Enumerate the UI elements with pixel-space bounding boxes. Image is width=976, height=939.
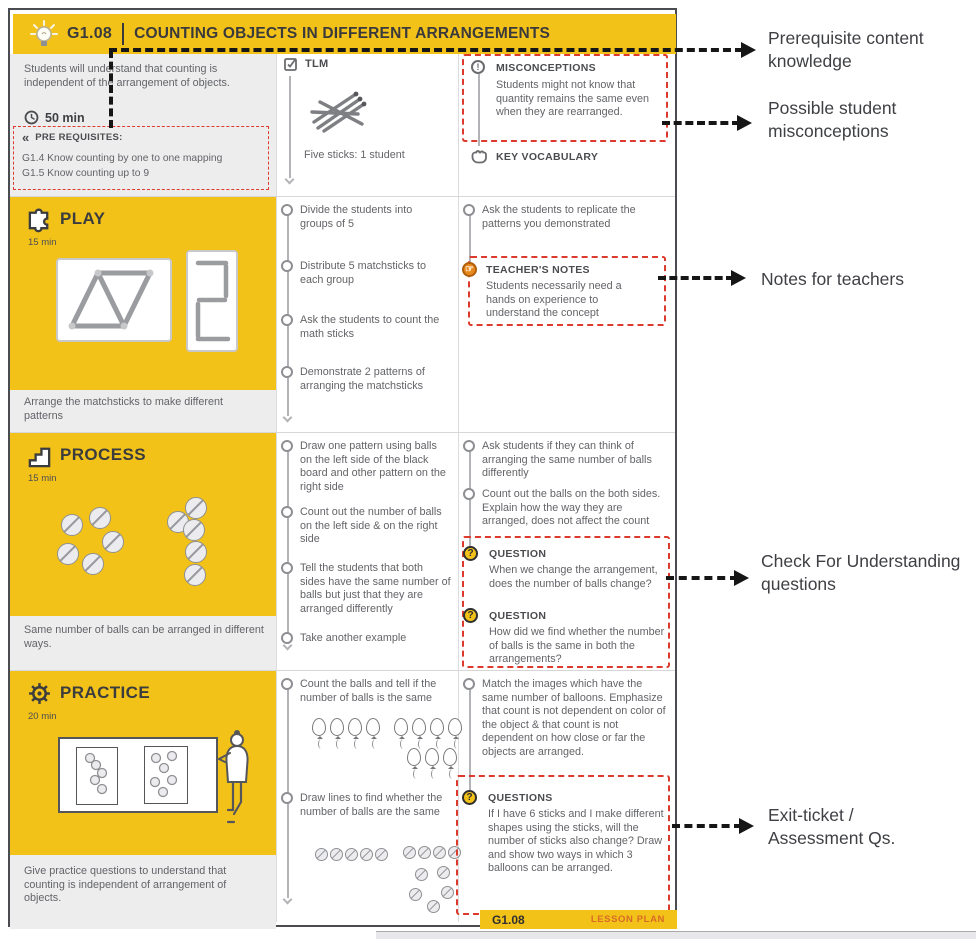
play-step: Demonstrate 2 patterns of arranging the matchsticks: [281, 366, 447, 393]
process-step: Count out the number of balls on the left side & on the right side: [281, 506, 451, 547]
practice-step: Count the balls and tell if the number of balls is the same: [281, 678, 453, 705]
question-icon: ?: [462, 790, 477, 805]
clock-icon: [24, 110, 39, 125]
key-vocabulary-label: KEY VOCABULARY: [496, 151, 599, 163]
annotation-prerequisite: Prerequisite content knowledge: [768, 28, 924, 71]
hand-icon: [469, 146, 487, 164]
ball-icon: [375, 848, 388, 861]
footer-code: G1.08: [492, 912, 525, 927]
step-circle-icon: [281, 792, 293, 804]
step-circle-icon: [281, 366, 293, 378]
process-step: Tell the students that both sides have the same number of balls but just that they are arranged differently: [281, 562, 451, 616]
play-duration: 15 min: [28, 237, 57, 248]
connector-dashed-line: [109, 50, 113, 128]
annotation-teacher-notes: Notes for teachers: [761, 269, 904, 289]
lightbulb-icon: [29, 20, 59, 50]
connector-dashed-line: [666, 576, 738, 580]
teachers-notes-text: Students necessarily need a hands on experience to understand the concept: [486, 280, 622, 319]
tlm-heading: [284, 57, 329, 71]
tlm-timeline: [289, 76, 291, 178]
step-circle-icon: [281, 506, 293, 518]
process-duration: 15 min: [28, 473, 57, 484]
ball-icon: [409, 888, 422, 901]
ball-icon: [437, 866, 450, 879]
process-step: Draw one pattern using balls on the left side of the black board and other pattern on the right side: [281, 440, 451, 494]
tlm-label: TLM: [305, 58, 329, 70]
info-icon: !: [471, 60, 485, 74]
annotation-exit-ticket: Exit-ticket / Assessment Qs.: [768, 805, 896, 848]
misconceptions-text: Students might not know that quantity remains the same even when they are rearranged.: [496, 79, 650, 118]
ball-icon: [418, 846, 431, 859]
practice-duration: 20 min: [28, 711, 57, 722]
balloon-icon: [430, 718, 444, 736]
process-step-right: Count out the balls on the both sides. Explain how the way they are arranged, does not affect the count: [463, 488, 668, 529]
ball-icon: [89, 507, 111, 529]
question-label: QUESTION: [489, 610, 547, 622]
pointing-hand-icon: ☞: [462, 262, 477, 277]
teachers-notes-label: TEACHER'S NOTES: [486, 264, 590, 276]
misconceptions-label: MISCONCEPTIONS: [496, 62, 596, 74]
puzzle-icon: [26, 206, 53, 233]
ball-icon: [185, 541, 207, 563]
ball-icon: [441, 886, 454, 899]
balloon-icon: [443, 748, 457, 766]
ball-icon: [184, 564, 206, 586]
ball-icon: [57, 543, 79, 565]
ball-icon: [427, 900, 440, 913]
connector-dashed-line: [662, 121, 740, 125]
practice-step: Draw lines to find whether the number of balls are the same: [281, 792, 453, 819]
step-circle-icon: [463, 488, 475, 500]
ball-icon: [102, 531, 124, 553]
lesson-plan-page: [8, 8, 677, 927]
page-title: COUNTING OBJECTS IN DIFFERENT ARRANGEMENTS: [134, 25, 551, 42]
learning-objective: Students will understand that counting is independent of the arrangement of objects.: [24, 63, 230, 89]
balloon-icon: [394, 718, 408, 736]
timeline-arrow-icon: [283, 895, 293, 905]
balloon-icon: [425, 748, 439, 766]
ball-scatter-card: [144, 746, 188, 804]
annotation-cfu: Check For Understanding questions: [761, 551, 961, 594]
process-step-right: Ask students if they can think of arranging the same number of balls differently: [463, 440, 668, 481]
prerequisite-item: G1.4 Know counting by one to one mapping: [22, 153, 223, 164]
duration-text: 50 min: [45, 110, 85, 125]
column-divider: [276, 54, 277, 922]
header-separator: [122, 23, 124, 45]
misconceptions-timeline: [478, 74, 480, 146]
balls-compare-image: [315, 842, 465, 914]
balloon-icon: [448, 718, 462, 736]
ball-icon: [61, 514, 83, 536]
duration-row: [24, 110, 85, 125]
step-circle-icon: [463, 204, 475, 216]
matchsticks-image: [306, 84, 370, 136]
ball-icon: [315, 848, 328, 861]
step-circle-icon: [463, 440, 475, 452]
practice-step-right: Match the images which have the same number of balloons. Emphasize that count is not dependent on color of the object & that count is not dependent on how close or far the objects are arranged.: [463, 678, 671, 759]
ball-icon: [183, 519, 205, 541]
lesson-code: G1.08: [67, 25, 113, 42]
balloon-icon: [330, 718, 344, 736]
next-page-edge: [376, 931, 976, 939]
arrowhead-icon: [731, 270, 746, 286]
timeline-arrow-icon: [283, 413, 293, 423]
prerequisite-item: G1.5 Know counting up to 9: [22, 168, 150, 179]
prerequisites-callout-box: [13, 126, 269, 190]
matchstick-digit-image: [186, 250, 238, 352]
steps-icon: [26, 442, 53, 469]
balloon-icon: [412, 718, 426, 736]
prerequisites-label: PRE REQUISITES:: [35, 132, 123, 143]
double-chevron-icon: «: [22, 129, 30, 145]
question-text: How did we find whether the number of balls is the same in both the arrangements?: [489, 626, 665, 665]
timeline-arrow-icon: [285, 175, 295, 185]
balloons-image: [312, 718, 462, 788]
annotation-misconceptions: Possible student misconceptions: [768, 98, 897, 141]
whiteboard-image: [58, 737, 218, 813]
play-step-right: Ask the students to replicate the patterns you demonstrated: [463, 204, 663, 231]
balloon-icon: [312, 718, 326, 736]
process-caption: Same number of balls can be arranged in different ways.: [24, 624, 264, 650]
question-icon: ?: [463, 546, 478, 561]
process-title: PROCESS: [60, 445, 146, 464]
step-circle-icon: [281, 440, 293, 452]
connector-dashed-line: [658, 276, 734, 280]
ball-icon: [345, 848, 358, 861]
connector-dashed-line: [109, 48, 743, 52]
process-step: Take another example: [281, 632, 451, 646]
question-icon: ?: [463, 608, 478, 623]
step-circle-icon: [281, 632, 293, 644]
ball-icon: [330, 848, 343, 861]
arrowhead-icon: [734, 570, 749, 586]
play-title: PLAY: [60, 209, 106, 228]
arrowhead-icon: [739, 818, 754, 834]
practice-caption: Give practice questions to understand that counting is independent of arrangement of objects.: [24, 865, 227, 904]
tlm-caption: Five sticks: 1 student: [304, 149, 405, 161]
step-circle-icon: [281, 204, 293, 216]
balloon-icon: [366, 718, 380, 736]
play-step: Ask the students to count the math sticks: [281, 314, 447, 341]
clipboard-check-icon: [284, 57, 298, 71]
arrowhead-icon: [741, 42, 756, 58]
arrowhead-icon: [737, 115, 752, 131]
question-text: When we change the arrangement, does the number of balls change?: [489, 564, 658, 590]
gear-icon: [26, 680, 53, 707]
ball-chain-card: [76, 747, 118, 805]
questions-label: QUESTIONS: [488, 792, 553, 804]
footer-bar: [480, 910, 677, 929]
balloon-icon: [348, 718, 362, 736]
step-circle-icon: [281, 678, 293, 690]
step-circle-icon: [281, 260, 293, 272]
ball-icon: [415, 868, 428, 881]
step-circle-icon: [281, 314, 293, 326]
ball-icon: [185, 497, 207, 519]
matchstick-pattern-image: [56, 258, 172, 342]
ball-icon: [433, 846, 446, 859]
play-caption: Arrange the matchsticks to make different patterns: [24, 396, 224, 422]
step-circle-icon: [281, 562, 293, 574]
step-circle-icon: [463, 678, 475, 690]
ball-icon: [360, 848, 373, 861]
person-image: [216, 728, 258, 832]
ball-icon: [82, 553, 104, 575]
footer-label: LESSON PLAN: [590, 914, 665, 925]
play-step: Divide the students into groups of 5: [281, 204, 447, 231]
connector-dashed-line: [672, 824, 742, 828]
practice-title: PRACTICE: [60, 683, 151, 702]
questions-text: If I have 6 sticks and I make different shapes using the sticks, will the number of sticks also change? Draw and show two ways in which 3 balloons can be arranged.: [488, 808, 664, 874]
balloon-icon: [407, 748, 421, 766]
ball-icon: [403, 846, 416, 859]
play-step: Distribute 5 matchsticks to each group: [281, 260, 447, 287]
question-label: QUESTION: [489, 548, 547, 560]
